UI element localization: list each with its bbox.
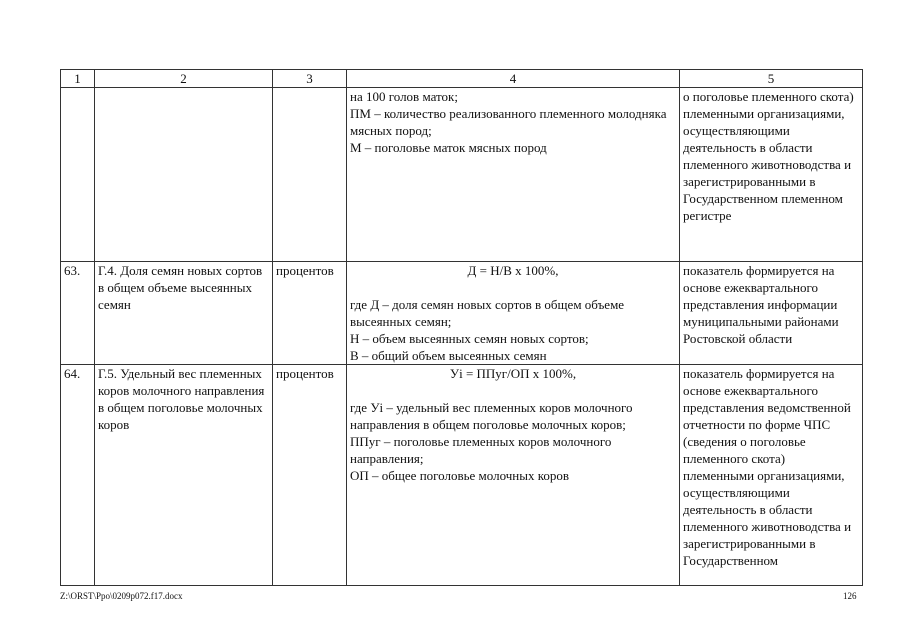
page-number: 126: [843, 591, 857, 601]
header-cell-1: 1: [61, 70, 95, 88]
unit: процентов: [273, 262, 347, 365]
spacer: [350, 279, 676, 296]
method-cell: [347, 88, 680, 262]
source-cell: показатель формируется на основе ежеквартального представления информации муниципальными районами Ростовской области: [680, 262, 863, 365]
document-table: [60, 69, 863, 586]
table-row: [61, 262, 863, 365]
desc-line: ОП – общее поголовье молочных коров: [350, 468, 570, 483]
indicator-name: Г.5. Удельный вес племенных коров молочного направления в общем поголовье молочных коров: [95, 365, 273, 586]
table-header-row: [61, 70, 863, 88]
row-number: 63.: [61, 262, 95, 365]
table-row: [61, 365, 863, 586]
header-cell-2: 2: [95, 70, 273, 88]
table-row: [61, 88, 863, 262]
desc-line: где Д – доля семян новых сортов в общем объеме высеянных семян;: [350, 297, 625, 329]
indicator-name: [95, 88, 273, 262]
method-cell: [347, 365, 680, 586]
method-cell: [347, 262, 680, 365]
desc-line: М – поголовье маток мясных пород: [350, 140, 547, 155]
header-cell-3: 3: [273, 70, 347, 88]
header-cell-5: 5: [680, 70, 863, 88]
indicator-name: Г.4. Доля семян новых сортов в общем объеме высеянных семян: [95, 262, 273, 365]
desc-line: В – общий объем высеянных семян: [350, 348, 547, 363]
source-cell: о поголовье племенного скота) племенными организациями, осуществляющими деятельность в области племенного животноводства и зарегистрированными в Государственном племенном регистре: [680, 88, 863, 262]
formula: Уi = ППуг/ОП х 100%,: [449, 366, 577, 381]
desc-line: ПМ – количество реализованного племенного молодняка мясных пород;: [350, 106, 667, 138]
desc-line: на 100 голов маток;: [350, 89, 458, 104]
header-cell-4: 4: [347, 70, 680, 88]
row-number: 64.: [61, 365, 95, 586]
desc-line: где Уi – удельный вес племенных коров молочного направления в общем поголовье молочных коров;: [350, 400, 633, 432]
unit: [273, 88, 347, 262]
source-cell: показатель формируется на основе ежеквартального представления ведомственной отчетности по форме ЧПС (сведения о поголовье племенного скота) племенными организациями, осуществляющими деятельность в области племенного животноводства и зарегистрированными в Государственном: [680, 365, 863, 586]
spacer: [350, 382, 676, 399]
desc-line: Н – объем высеянных семян новых сортов;: [350, 331, 589, 346]
unit: процентов: [273, 365, 347, 586]
row-number: [61, 88, 95, 262]
footer-file-path: Z:\ORST\Ppo\0209p072.f17.docx: [60, 591, 183, 601]
formula: Д = Н/В х 100%,: [467, 263, 559, 278]
desc-line: ППуг – поголовье племенных коров молочного направления;: [350, 434, 612, 466]
